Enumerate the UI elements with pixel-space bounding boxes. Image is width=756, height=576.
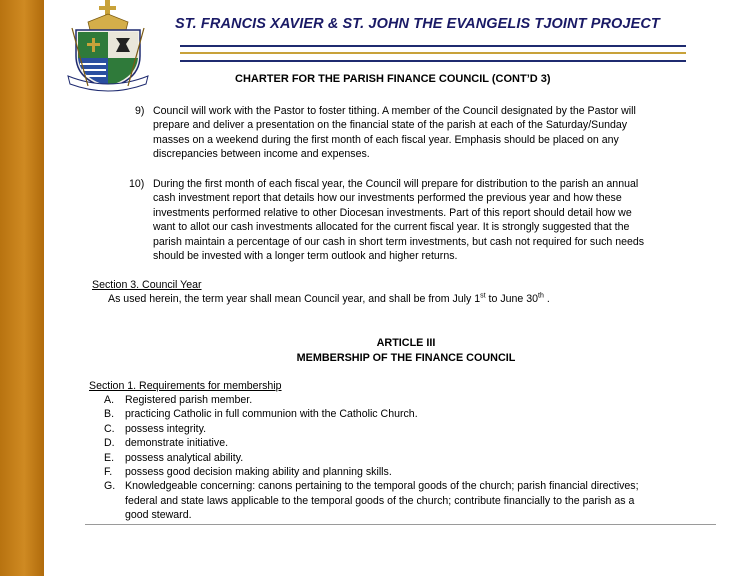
list-text-line: good steward. bbox=[125, 509, 192, 522]
list-text-line: Knowledgeable concerning: canons pertaining to the temporal goods of the church; parish financial directives; bbox=[125, 480, 639, 493]
list-letter: E. bbox=[104, 451, 115, 464]
section-3-body bbox=[108, 292, 550, 306]
project-title: ST. FRANCIS XAVIER & ST. JOHN THE EVANGELIS TJOINT PROJECT bbox=[175, 16, 660, 32]
left-accent-bar bbox=[0, 0, 44, 576]
item-line: cash investment report that details how our investments performed the previous year and how these bbox=[153, 192, 622, 205]
item-line: Council will work with the Pastor to foster tithing. A member of the Council designated by the Pastor will bbox=[153, 105, 636, 117]
item-line: investments performed relative to other Diocesan investments. Part of this report should detail how we bbox=[153, 206, 632, 219]
item-line: During the first month of each fiscal year, the Council will prepare for distribution to the parish an annual bbox=[153, 178, 639, 190]
item-number: 9) bbox=[135, 105, 145, 117]
list-letter: C. bbox=[104, 422, 115, 435]
list-text: Registered parish member. bbox=[125, 394, 253, 406]
item-line: parish maintain a percentage of our cash in short term investments, but cash not required for such needs bbox=[153, 235, 645, 248]
list-letter: G. bbox=[104, 480, 116, 493]
list-text: possess good decision making ability and planning skills. bbox=[125, 465, 392, 478]
section-1-heading: Section 1. Requirements for membership bbox=[89, 380, 282, 392]
list-text: demonstrate initiative. bbox=[125, 437, 229, 450]
footer-rule bbox=[85, 524, 716, 525]
item-line: should be invested with a longer term outlook and higher returns. bbox=[153, 250, 458, 263]
list-letter: D. bbox=[104, 437, 115, 450]
list-letter: A. bbox=[104, 394, 115, 406]
item-body bbox=[153, 177, 644, 263]
item-line: prepare and deliver a presentation on the financial state of the parish at each of the Saturday/Sunday bbox=[153, 119, 628, 132]
section-3-sup: th bbox=[538, 292, 544, 300]
article-title: ARTICLE III bbox=[376, 337, 436, 349]
section-3-text: . bbox=[543, 293, 550, 305]
header-rule-gold bbox=[180, 52, 686, 54]
item-line: masses on a weekend during the first month of each fiscal year. Emphasis should be placed on any bbox=[153, 133, 619, 146]
header-rule-navy-top bbox=[180, 45, 686, 47]
list-text-line: federal and state laws applicable to the temporal goods of the church; contribute financially to the parish as a bbox=[125, 494, 635, 507]
charter-heading: CHARTER FOR THE PARISH FINANCE COUNCIL (CONT’D 3) bbox=[235, 73, 551, 85]
section-3-sup: st bbox=[480, 292, 486, 300]
article-subtitle: MEMBERSHIP OF THE FINANCE COUNCIL bbox=[296, 351, 516, 364]
article-heading bbox=[0, 336, 756, 365]
list-text: possess analytical ability. bbox=[125, 451, 244, 464]
item-line: discrepancies between income and expenses. bbox=[153, 148, 370, 161]
list-text bbox=[125, 479, 639, 522]
list-letter: B. bbox=[104, 408, 115, 421]
item-number: 10) bbox=[129, 178, 145, 190]
item-line: want to allot our cash investments allocated for the current fiscal year. It is strongly suggested that the bbox=[153, 221, 630, 234]
list-text: practicing Catholic in full communion with the Catholic Church. bbox=[125, 408, 418, 421]
parish-crest-icon bbox=[58, 0, 158, 92]
section-3-heading: Section 3. Council Year bbox=[92, 279, 202, 291]
header-rule-navy-bottom bbox=[180, 60, 686, 62]
list-text: possess integrity. bbox=[125, 422, 207, 435]
item-body bbox=[153, 104, 636, 162]
list-letter: F. bbox=[104, 465, 113, 478]
section-3-text: to June 30 bbox=[485, 293, 539, 305]
section-3-text: As used herein, the term year shall mean Council year, and shall be from July 1 bbox=[108, 293, 481, 305]
